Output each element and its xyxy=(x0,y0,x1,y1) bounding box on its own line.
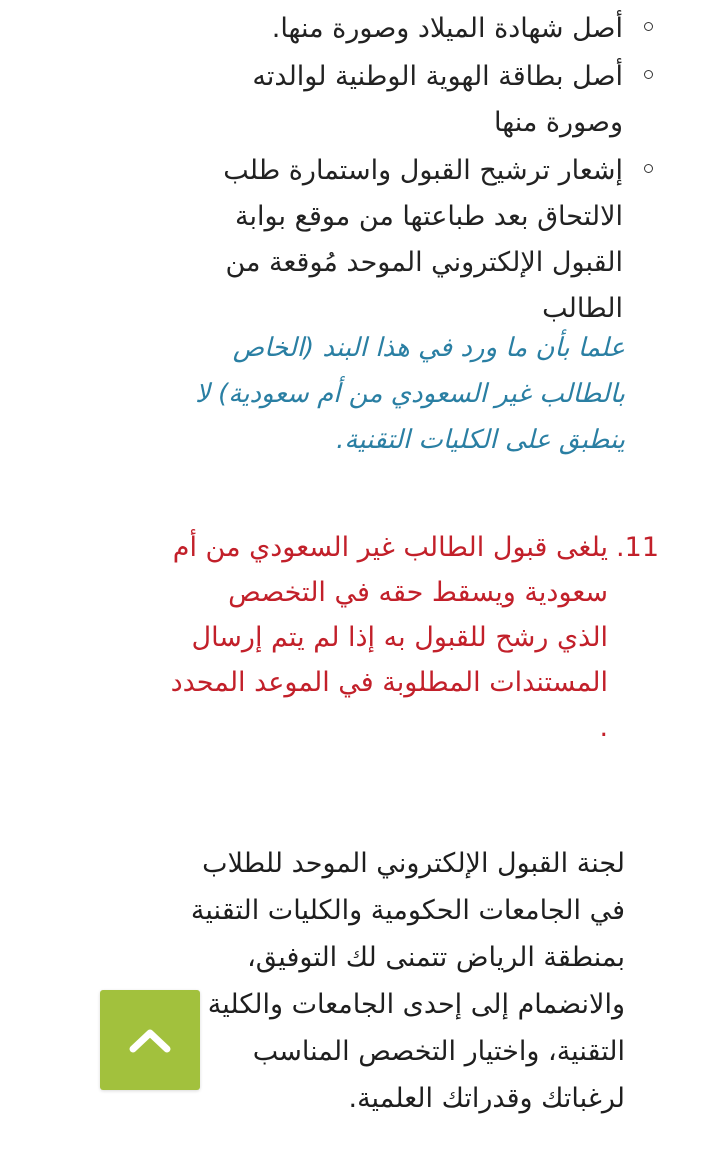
list-item-text: أصل بطاقة الهوية الوطنية لوالدته وصورة منها xyxy=(252,61,623,138)
list-item xyxy=(185,6,655,52)
item-text: يلغى قبول الطالب غير السعودي من أم سعودية ويسقط حقه في التخصص الذي رشح للقبول به إذا لم يتم إرسال المستندات المطلوبة في الموعد المحدد . xyxy=(170,532,609,743)
required-documents-list xyxy=(185,6,655,334)
list-item-text: إشعار ترشيح القبول واستمارة طلب الالتحاق بعد طباعتها من موقع بوابة القبول الإلكتروني الموحد مُوقعة من الطالب xyxy=(223,155,623,324)
list-item xyxy=(185,148,655,332)
numbered-item-11 xyxy=(169,525,659,750)
technical-colleges-note: علما بأن ما ورد في هذا البند (الخاص بالطالب غير السعودي من أم سعودية) لا ينطبق على الكليات التقنية. xyxy=(195,333,625,455)
circle-bullet-icon xyxy=(644,22,653,31)
list-item xyxy=(185,54,655,146)
chevron-up-icon xyxy=(127,1025,173,1055)
list-item-text: أصل شهادة الميلاد وصورة منها. xyxy=(271,13,623,44)
circle-bullet-icon xyxy=(644,164,653,173)
back-to-top-button[interactable] xyxy=(100,990,200,1090)
item-number: 11. xyxy=(616,532,659,563)
committee-closing-paragraph: لجنة القبول الإلكتروني الموحد للطلاب في الجامعات الحكومية والكليات التقنية بمنطقة الرياض تتمنى لك التوفيق، والانضمام إلى إحدى الجامعات والكلية التقنية، واختيار التخصص المناسب لرغباتك وقدراتك العلمية. xyxy=(190,848,625,1114)
circle-bullet-icon xyxy=(644,70,653,79)
